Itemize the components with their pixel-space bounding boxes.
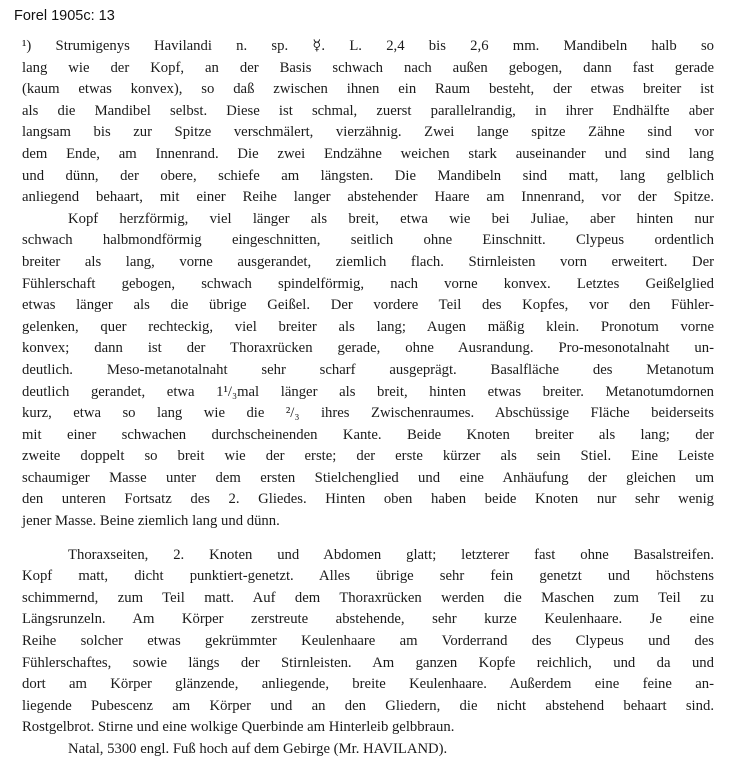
text-line: Kopf matt, dicht punktiert-genetzt. Alles übrige sehr fein genetzt und höchstens <box>22 568 714 585</box>
text-line: Längsrunzeln. Am Körper zerstreute abstehende, sehr kurze Keulenhaare. Je eine <box>22 611 714 628</box>
text-line: anliegend behaart, mit einer Reihe langer abstehender Haare am Innenrand, vor der Spitze. <box>22 189 714 206</box>
text-line: ¹) Strumigenys Havilandi n. sp. ☿. L. 2,4 bis 2,6 mm. Mandibeln halb so <box>22 38 714 54</box>
text-line: Natal, 5300 engl. Fuß hoch auf dem Gebirge (Mr. HAVILAND). <box>68 741 448 757</box>
text-line: liegende Pubescenz am Körper und an den Gliedern, die nicht abstehend behaart sind. <box>22 697 714 714</box>
text-line: konvex; dann ist der Thoraxrücken gerade, ohne Ausrandung. Pro-mesonotalnaht un- <box>22 340 714 357</box>
text-line: Thoraxseiten, 2. Knoten und Abdomen glatt; letzterer fast ohne Basalstreifen. <box>68 546 714 563</box>
text-line: (kaum etwas konvex), so daß zwischen ihnen ein Raum besteht, der etwas breiter ist <box>22 81 714 98</box>
text-line: kurz, etwa so lang wie die ²/₃ ihres Zwischenraumes. Abschüssige Fläche beiderseits <box>22 405 714 422</box>
text-line: mit einer schwachen durchscheinenden Kante. Beide Knoten breiter als lang; der <box>22 426 714 443</box>
text-line: als die Mandibel selbst. Diese ist schmal, zuerst parallelrandig, in ihrer Endhälfte aber <box>22 102 714 119</box>
text-line: den unteren Fortsatz des 2. Gliedes. Hinten oben haben beide Knoten nur sehr wenig <box>22 491 714 508</box>
text-line: Reihe solcher etwas gekrümmter Keulenhaare am Vorderrand des Clypeus und des <box>22 633 714 650</box>
text-line: Fühlerschaft gebogen, schwach spindelförmig, nach vorne konvex. Letztes Geißelglied <box>22 275 714 292</box>
text-line: Fühlerschaftes, sowie längs der Stirnleisten. Am ganzen Kopfe reichlich, und da und <box>22 654 714 671</box>
text-line: jener Masse. Beine ziemlich lang und dünn. <box>22 513 280 530</box>
text-line: schaumiger Masse unter dem ersten Stielchenglied und eine Anhäufung der gleichen um <box>22 469 714 486</box>
paragraph-locality <box>22 739 714 761</box>
text-line: gelenken, quer rechteckig, viel breiter als lang; Augen mäßig klein. Pronotum vorne <box>22 318 714 335</box>
text-line: und dünn, der obere, schiefe am längsten. Die Mandibeln sind matt, lang gelblich <box>22 167 714 184</box>
paragraph-description-mandibles <box>22 36 714 209</box>
text-line: deutlich gerandet, etwa 1¹/₃mal länger als breit, hinten etwas breiter. Metanotumdornen <box>22 383 714 400</box>
text-line: langsam bis zur Spitze verschmälert, vierzähnig. Zwei lange spitze Zähne sind vor <box>22 124 714 141</box>
text-line: breiter als lang, vorne ausgerandet, ziemlich flach. Stirnleisten vorn erweitert. Der <box>22 253 714 270</box>
text-line: Kopf herzförmig, viel länger als breit, etwa wie bei Juliae, aber hinten nur <box>68 210 714 227</box>
page-header-label: Forel 1905c: 13 <box>14 8 115 24</box>
text-line: dort am Körper glänzende, anliegende, breite Keulenhaare. Außerdem eine feine an- <box>22 676 714 693</box>
text-line: zweite doppelt so breit wie der erste; der erste kürzer als sein Stiel. Eine Leiste <box>22 448 714 465</box>
paragraph-description-head-thorax <box>22 209 714 533</box>
text-line: lang wie der Kopf, an der Basis schwach nach außen gebogen, dann fast gerade <box>22 59 714 76</box>
text-line: schwach halbmondförmig eingeschnitten, seitlich ohne Einschnitt. Clypeus ordentlich <box>22 232 714 249</box>
document-text <box>22 36 714 761</box>
text-line: deutlich. Meso-metanotalnaht sehr scharf ausgeprägt. Basalfläche des Metanotum <box>22 361 714 378</box>
text-line: Rostgelbrot. Stirne und eine wolkige Querbinde am Hinterleib gelbbraun. <box>22 719 455 736</box>
text-line: schimmernd, zum Teil matt. Auf dem Thoraxrücken werden die Maschen zum Teil zu <box>22 589 714 606</box>
paragraph-description-sculpture <box>22 545 714 739</box>
text-line: etwas länger als die übrige Geißel. Der vordere Teil des Kopfes, vor den Fühler- <box>22 297 714 314</box>
text-line: dem Ende, am Innenrand. Die zwei Endzähne weichen stark auseinander und sind lang <box>22 145 714 162</box>
